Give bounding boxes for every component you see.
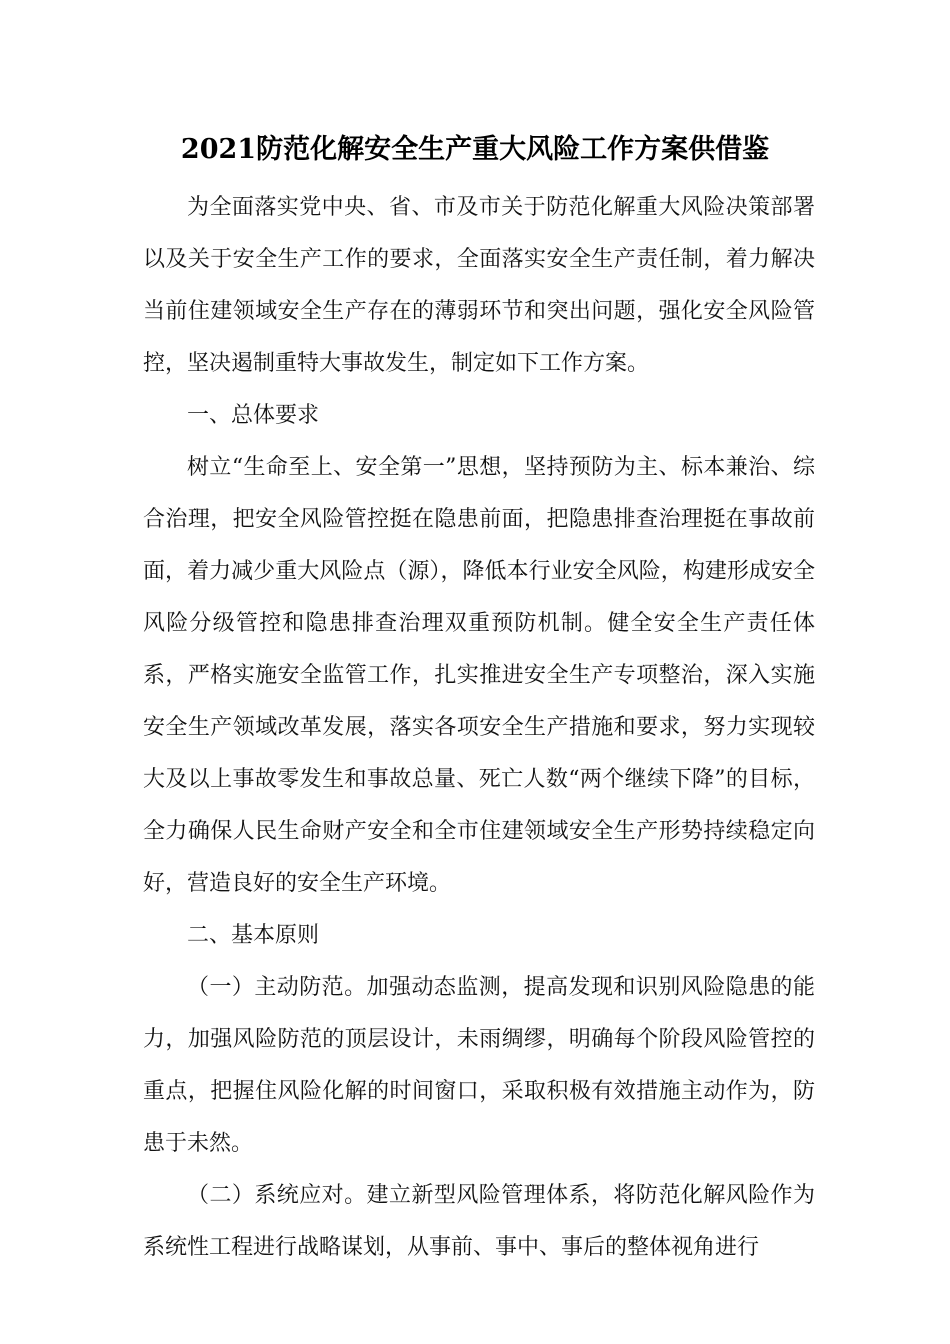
section-heading-general-requirements: 一、总体要求 [187,403,320,428]
document-title: 2021防范化解安全生产重大风险工作方案供借鉴 [180,134,770,165]
section-heading-basic-principles: 二、基本原则 [187,923,320,948]
document-body [143,182,815,1274]
intro-paragraph: 为全面落实党中央、省、市及市关于防范化解重大风险决策部署以及关于安全生产工作的要求，全面落实安全生产责任制，着力解决当前住建领域安全生产存在的薄弱环节和突出问题，强化安全风险管控，坚决遏制重特大事故发生，制定如下工作方案。 [143,195,815,376]
general-requirements-paragraph: 树立“生命至上、安全第一”思想，坚持预防为主、标本兼治、综合治理，把安全风险管控挺在隐患前面，把隐患排查治理挺在事故前面，着力减少重大风险点（源），降低本行业安全风险，构建形成安全风险分级管控和隐患排查治理双重预防机制。健全安全生产责任体系，严格实施安全监管工作，扎实推进安全生产专项整治，深入实施安全生产领域改革发展，落实各项安全生产措施和要求，努力实现较大及以上事故零发生和事故总量、死亡人数“两个继续下降”的目标，全力确保人民生命财产安全和全市住建领域安全生产形势持续稳定向好，营造良好的安全生产环境。 [143,455,815,896]
principle-active-prevention-paragraph: （一）主动防范。加强动态监测，提高发现和识别风险隐患的能力，加强风险防范的顶层设计，未雨绸缪，明确每个阶段风险管控的重点，把握住风险化解的时间窗口，采取积极有效措施主动作为，防患于未然。 [143,975,815,1156]
principle-systematic-response-paragraph: （二）系统应对。建立新型风险管理体系，将防范化解风险作为系统性工程进行战略谋划，从事前、事中、事后的整体视角进行 [143,1183,815,1260]
